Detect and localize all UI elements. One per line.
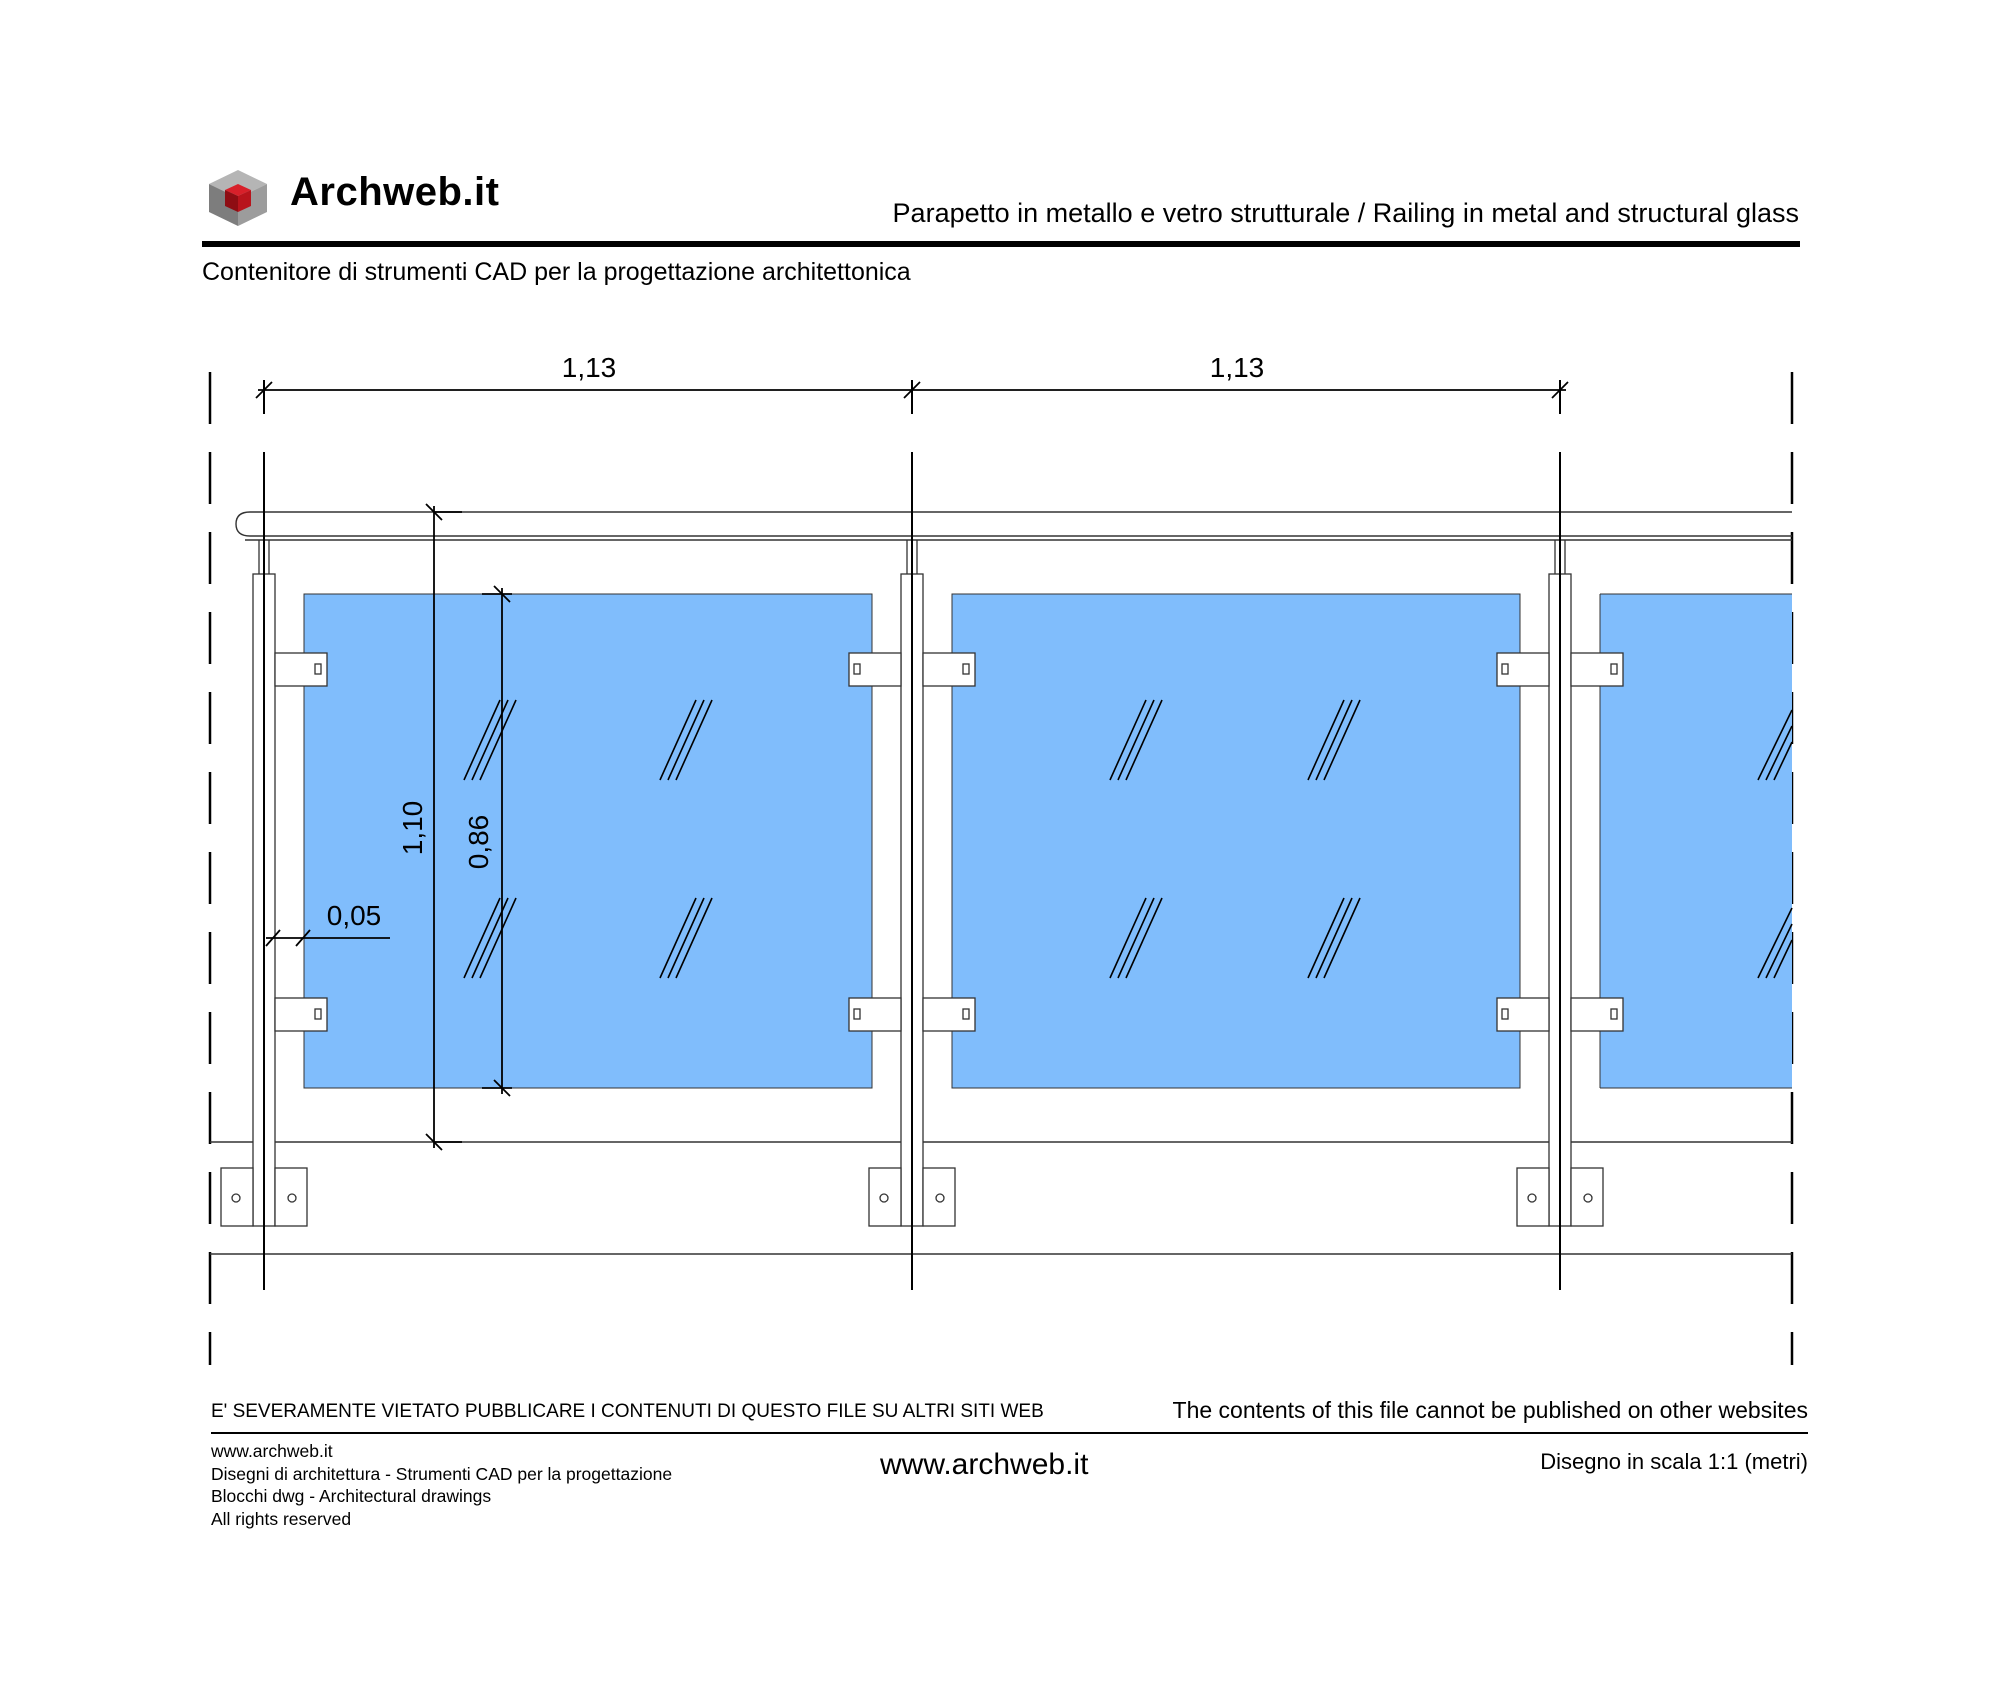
- dimension-post-gap: 0,05: [326, 900, 382, 931]
- page-subtitle: Contenitore di strumenti CAD per la progettazione architettonica: [202, 258, 911, 286]
- footer-credits: [211, 1440, 672, 1530]
- dimension-span-1: 1,13: [561, 352, 617, 383]
- dimension-span-2: 1,13: [1209, 352, 1265, 383]
- footer-credit-line: Disegni di architettura - Strumenti CAD per la progettazione: [211, 1463, 673, 1484]
- footer-scale-note: Disegno in scala 1:1 (metri): [1540, 1449, 1808, 1474]
- footer-credit-line: Blocchi dwg - Architectural drawings: [211, 1486, 492, 1506]
- handrail: [236, 512, 1792, 540]
- footer-website-link[interactable]: www.archweb.it: [880, 1448, 1089, 1481]
- dimension-total-height: 1,10: [397, 800, 428, 856]
- footer-divider: [211, 1432, 1808, 1434]
- glass-panel-2: [952, 594, 1520, 1088]
- logo-text: Archweb.it: [290, 170, 500, 214]
- footer-warning-english: The contents of this file cannot be published on other websites: [1172, 1397, 1808, 1423]
- footer-credit-line: www.archweb.it: [211, 1441, 333, 1461]
- footer-warning-italian: E' SEVERAMENTE VIETATO PUBBLICARE I CONTENUTI DI QUESTO FILE SU ALTRI SITI WEB: [211, 1401, 1044, 1422]
- glass-panel-1: [304, 594, 872, 1088]
- page-title: Parapetto in metallo e vetro strutturale / Railing in metal and structural glass: [892, 198, 1799, 228]
- dimension-glass-height: 0,86: [463, 814, 494, 870]
- glass-panel-3: [1600, 594, 1792, 1088]
- footer-credit-line: All rights reserved: [211, 1508, 352, 1529]
